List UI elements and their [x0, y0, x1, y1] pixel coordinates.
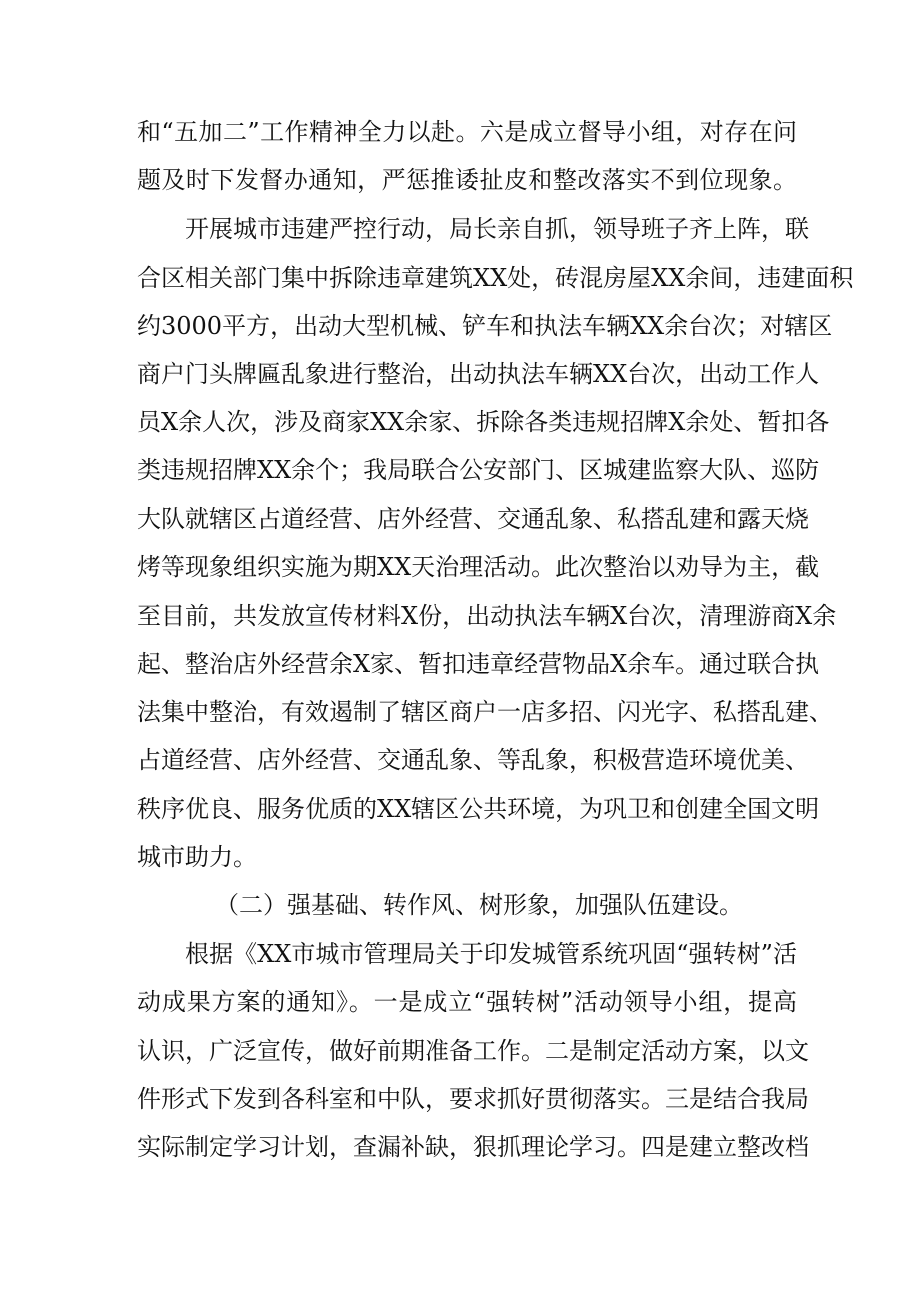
paragraph-2-line-2: 合区相关部门集中拆除违章建筑XX处，砖混房屋XX余间，违建面积	[137, 264, 854, 292]
paragraph-1-line-1: 和“五加二”工作精神全力以赴。六是成立督导小组，对存在问	[137, 118, 797, 146]
paragraph-3-line-2: 动成果方案的通知》。一是成立“强转树”活动领导小组，提高	[137, 988, 797, 1016]
paragraph-3-line-5: 实际制定学习计划，查漏补缺，狠抓理论学习。四是建立整改档	[137, 1133, 809, 1161]
paragraph-2-line-4: 商户门头牌匾乱象进行整治，出动执法车辆XX台次，出动工作人	[137, 360, 820, 388]
paragraph-2-line-5: 员X余人次，涉及商家XX余家、拆除各类违规招牌X余处、暂扣各	[137, 408, 830, 436]
paragraph-2-line-13: 秩序优良、服务优质的XX辖区公共环境，为巩卫和创建全国文明	[137, 795, 820, 823]
paragraph-3-line-1: 根据《XX市城市管理局关于印发城管系统巩固“强转树”活	[185, 940, 797, 968]
section-heading: （二）强基础、转作风、树形象，加强队伍建设。	[215, 891, 743, 919]
paragraph-2-line-1: 开展城市违建严控行动，局长亲自抓，领导班子齐上阵，联	[185, 215, 809, 243]
paragraph-2-line-7: 大队就辖区占道经营、店外经营、交通乱象、私搭乱建和露天烧	[137, 505, 809, 533]
paragraph-3-line-4: 件形式下发到各科室和中队，要求抓好贯彻落实。三是结合我局	[137, 1085, 809, 1113]
paragraph-2-line-8: 烤等现象组织实施为期XX天治理活动。此次整治以劝导为主，截	[137, 553, 820, 581]
paragraph-2-line-6: 类违规招牌XX余个；我局联合公安部门、区城建监察大队、巡防	[137, 456, 820, 484]
paragraph-2-line-14: 城市助力。	[137, 843, 257, 871]
paragraph-2-line-9: 至目前，共发放宣传材料X份，出动执法车辆X台次，清理游商X余	[137, 602, 837, 630]
paragraph-3-line-3: 认识，广泛宣传，做好前期准备工作。二是制定活动方案，以文	[137, 1037, 809, 1065]
paragraph-2-line-12: 占道经营、店外经营、交通乱象、等乱象，积极营造环境优美、	[137, 746, 809, 774]
paragraph-2-line-11: 法集中整治，有效遏制了辖区商户一店多招、闪光字、私搭乱建、	[137, 698, 833, 726]
paragraph-1-line-2: 题及时下发督办通知，严惩推诿扯皮和整改落实不到位现象。	[137, 166, 797, 194]
paragraph-2-line-10: 起、整治店外经营余X家、暂扣违章经营物品X余车。通过联合执	[137, 650, 820, 678]
paragraph-2-line-3: 约3000平方，出动大型机械、铲车和执法车辆XX余台次；对辖区	[137, 312, 833, 340]
